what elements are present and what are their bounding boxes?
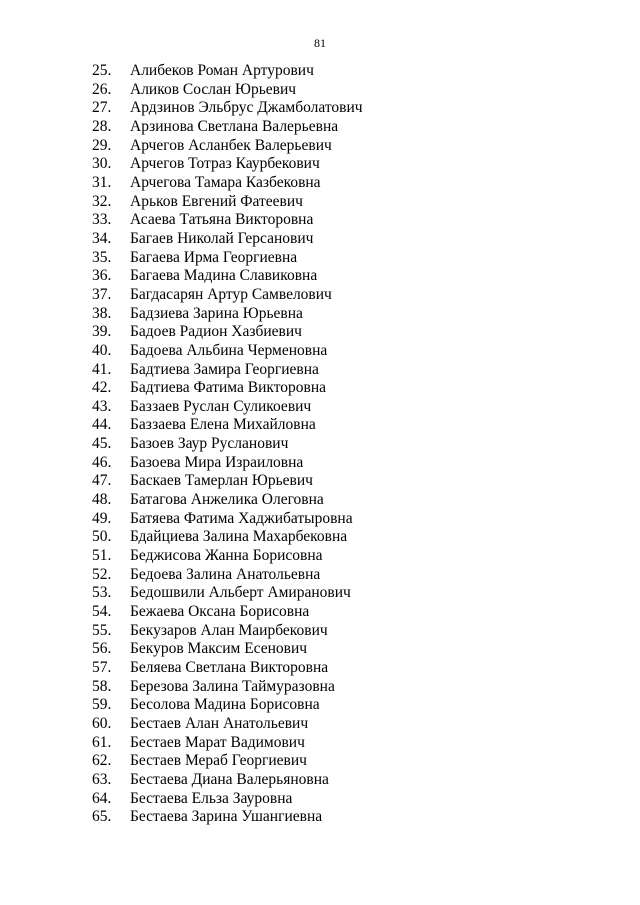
- list-item-number: 63.: [92, 770, 112, 788]
- list-item-name: Бадоев Радион Хазбиевич: [130, 323, 302, 341]
- list-item-name: Базоев Заур Русланович: [130, 435, 289, 453]
- list-item-name: Бежаева Оксана Борисовна: [130, 603, 310, 621]
- list-item-name: Батагова Анжелика Олеговна: [130, 491, 324, 509]
- list-item-number: 42.: [92, 379, 112, 397]
- list-item-number: 53.: [92, 584, 112, 602]
- list-item-number: 47.: [92, 472, 112, 490]
- list-item: [92, 267, 363, 286]
- list-item: [92, 584, 363, 603]
- list-item-number: 36.: [92, 267, 112, 285]
- list-item-name: Арчегова Тамара Казбековна: [130, 173, 321, 191]
- list-item: [92, 379, 363, 398]
- list-item: [92, 361, 363, 380]
- list-item-number: 40.: [92, 341, 112, 359]
- list-item-name: Бадзиева Зарина Юрьевна: [130, 304, 303, 322]
- list-item-name: Беляева Светлана Викторовна: [130, 659, 329, 676]
- list-item-number: 45.: [92, 435, 112, 453]
- list-item: [92, 808, 363, 827]
- list-item-number: 52.: [92, 565, 112, 583]
- list-item-name: Арьков Евгений Фатеевич: [130, 192, 303, 210]
- list-item-name: Баззаева Елена Михайловна: [130, 416, 316, 434]
- page-number: 81: [314, 36, 326, 50]
- list-item-number: 56.: [92, 640, 112, 658]
- list-item-name: Баскаев Тамерлан Юрьевич: [130, 472, 313, 490]
- list-item-name: Арзинова Светлана Валерьевна: [130, 117, 339, 135]
- list-item: [92, 510, 363, 529]
- list-item-number: 30.: [92, 155, 112, 173]
- list-item-name: Асаева Татьяна Викторовна: [130, 211, 314, 229]
- list-item-name: Бекуров Максим Есенович: [130, 640, 308, 658]
- list-item-name: Бедоева Залина Анатольевна: [130, 565, 321, 583]
- list-item-name: Аликов Сослан Юрьевич: [130, 80, 297, 98]
- list-item: [92, 249, 363, 268]
- list-item-name: Бестаева Ельза Зауровна: [130, 789, 293, 807]
- list-item-name: Ардзинов Эльбрус Джамболатович: [130, 99, 363, 117]
- list-item-number: 25.: [92, 62, 112, 79]
- list-item-name: Базоева Мира Израиловна: [130, 453, 304, 471]
- list-item: [92, 678, 363, 697]
- list-item-number: 48.: [92, 491, 112, 509]
- list-item-name: Арчегов Асланбек Валерьевич: [130, 136, 332, 154]
- name-list: [92, 62, 363, 827]
- list-item-number: 37.: [92, 285, 112, 303]
- list-item-name: Бадтиева Фатима Викторовна: [130, 379, 327, 397]
- list-item: [92, 305, 363, 324]
- list-item: [92, 323, 363, 342]
- list-item-number: 57.: [92, 659, 112, 676]
- list-item-number: 35.: [92, 248, 112, 266]
- list-item-name: Багаева Мадина Славиковна: [130, 267, 318, 285]
- list-item: [92, 137, 363, 156]
- list-item-name: Бестаева Диана Валерьяновна: [130, 770, 329, 788]
- list-item-number: 59.: [92, 696, 112, 714]
- list-item-name: Бедошвили Альберт Амиранович: [130, 584, 351, 602]
- list-item: [92, 640, 363, 659]
- list-item-name: Бадтиева Замира Георгиевна: [130, 360, 319, 378]
- list-item: [92, 435, 363, 454]
- list-item-name: Алибеков Роман Артурович: [130, 62, 314, 79]
- list-item: [92, 790, 363, 809]
- list-item: [92, 566, 363, 585]
- list-item-number: 65.: [92, 808, 112, 826]
- list-item-number: 34.: [92, 229, 112, 247]
- list-item-name: Багаев Николай Герсанович: [130, 229, 314, 247]
- list-item-number: 41.: [92, 360, 112, 378]
- list-item: [92, 81, 363, 100]
- list-item-number: 27.: [92, 99, 112, 117]
- list-item-number: 61.: [92, 733, 112, 751]
- list-item-name: Бестаев Мераб Георгиевич: [130, 752, 307, 770]
- list-item-name: Бдайциева Залина Махарбековна: [130, 528, 348, 546]
- list-item: [92, 734, 363, 753]
- list-item-number: 58.: [92, 677, 112, 695]
- list-item-number: 39.: [92, 323, 112, 341]
- list-item: [92, 99, 363, 118]
- list-item-name: Багдасарян Артур Самвелович: [130, 285, 332, 303]
- list-item: [92, 155, 363, 174]
- list-item-number: 49.: [92, 509, 112, 527]
- list-item-name: Бадоева Альбина Черменовна: [130, 341, 328, 359]
- list-item: [92, 286, 363, 305]
- list-item: [92, 454, 363, 473]
- list-item-name: Баззаев Руслан Суликоевич: [130, 397, 312, 415]
- list-item-number: 51.: [92, 547, 112, 565]
- list-item-name: Бекузаров Алан Маирбекович: [130, 621, 328, 639]
- list-item-number: 50.: [92, 528, 112, 546]
- list-item: [92, 491, 363, 510]
- list-item: [92, 174, 363, 193]
- list-item-number: 31.: [92, 173, 112, 191]
- list-item: [92, 659, 363, 678]
- list-item-number: 44.: [92, 416, 112, 434]
- list-item-number: 62.: [92, 752, 112, 770]
- list-item: [92, 528, 363, 547]
- list-item-number: 60.: [92, 714, 112, 732]
- list-item-number: 28.: [92, 117, 112, 135]
- list-item: [92, 211, 363, 230]
- list-item-name: Бестаева Зарина Ушангиевна: [130, 808, 323, 826]
- list-item: [92, 416, 363, 435]
- list-item: [92, 230, 363, 249]
- list-item-number: 32.: [92, 192, 112, 210]
- list-item-name: Беджисова Жанна Борисовна: [130, 547, 323, 565]
- list-item-name: Багаева Ирма Георгиевна: [130, 248, 298, 266]
- list-item-number: 33.: [92, 211, 112, 229]
- list-item-number: 43.: [92, 397, 112, 415]
- list-item: [92, 398, 363, 417]
- list-item: [92, 622, 363, 641]
- list-item-number: 26.: [92, 80, 112, 98]
- list-item: [92, 118, 363, 137]
- list-item: [92, 771, 363, 790]
- list-item-number: 38.: [92, 304, 112, 322]
- list-item-name: Бесолова Мадина Борисовна: [130, 696, 320, 714]
- list-item-number: 64.: [92, 789, 112, 807]
- list-item-number: 46.: [92, 453, 112, 471]
- list-item: [92, 193, 363, 212]
- list-item: [92, 472, 363, 491]
- list-item-name: Бестаев Марат Вадимович: [130, 733, 305, 751]
- list-item-name: Бестаев Алан Анатольевич: [130, 714, 309, 732]
- list-item: [92, 715, 363, 734]
- list-item: [92, 547, 363, 566]
- list-item-name: Арчегов Тотраз Каурбекович: [130, 155, 320, 173]
- list-item: [92, 62, 363, 81]
- list-item-number: 55.: [92, 621, 112, 639]
- list-item: [92, 696, 363, 715]
- list-item-name: Батяева Фатима Хаджибатыровна: [130, 509, 353, 527]
- list-item-number: 54.: [92, 603, 112, 621]
- list-item: [92, 752, 363, 771]
- list-item: [92, 342, 363, 361]
- list-item-number: 29.: [92, 136, 112, 154]
- list-item-name: Березова Залина Таймуразовна: [130, 677, 335, 695]
- list-item: [92, 603, 363, 622]
